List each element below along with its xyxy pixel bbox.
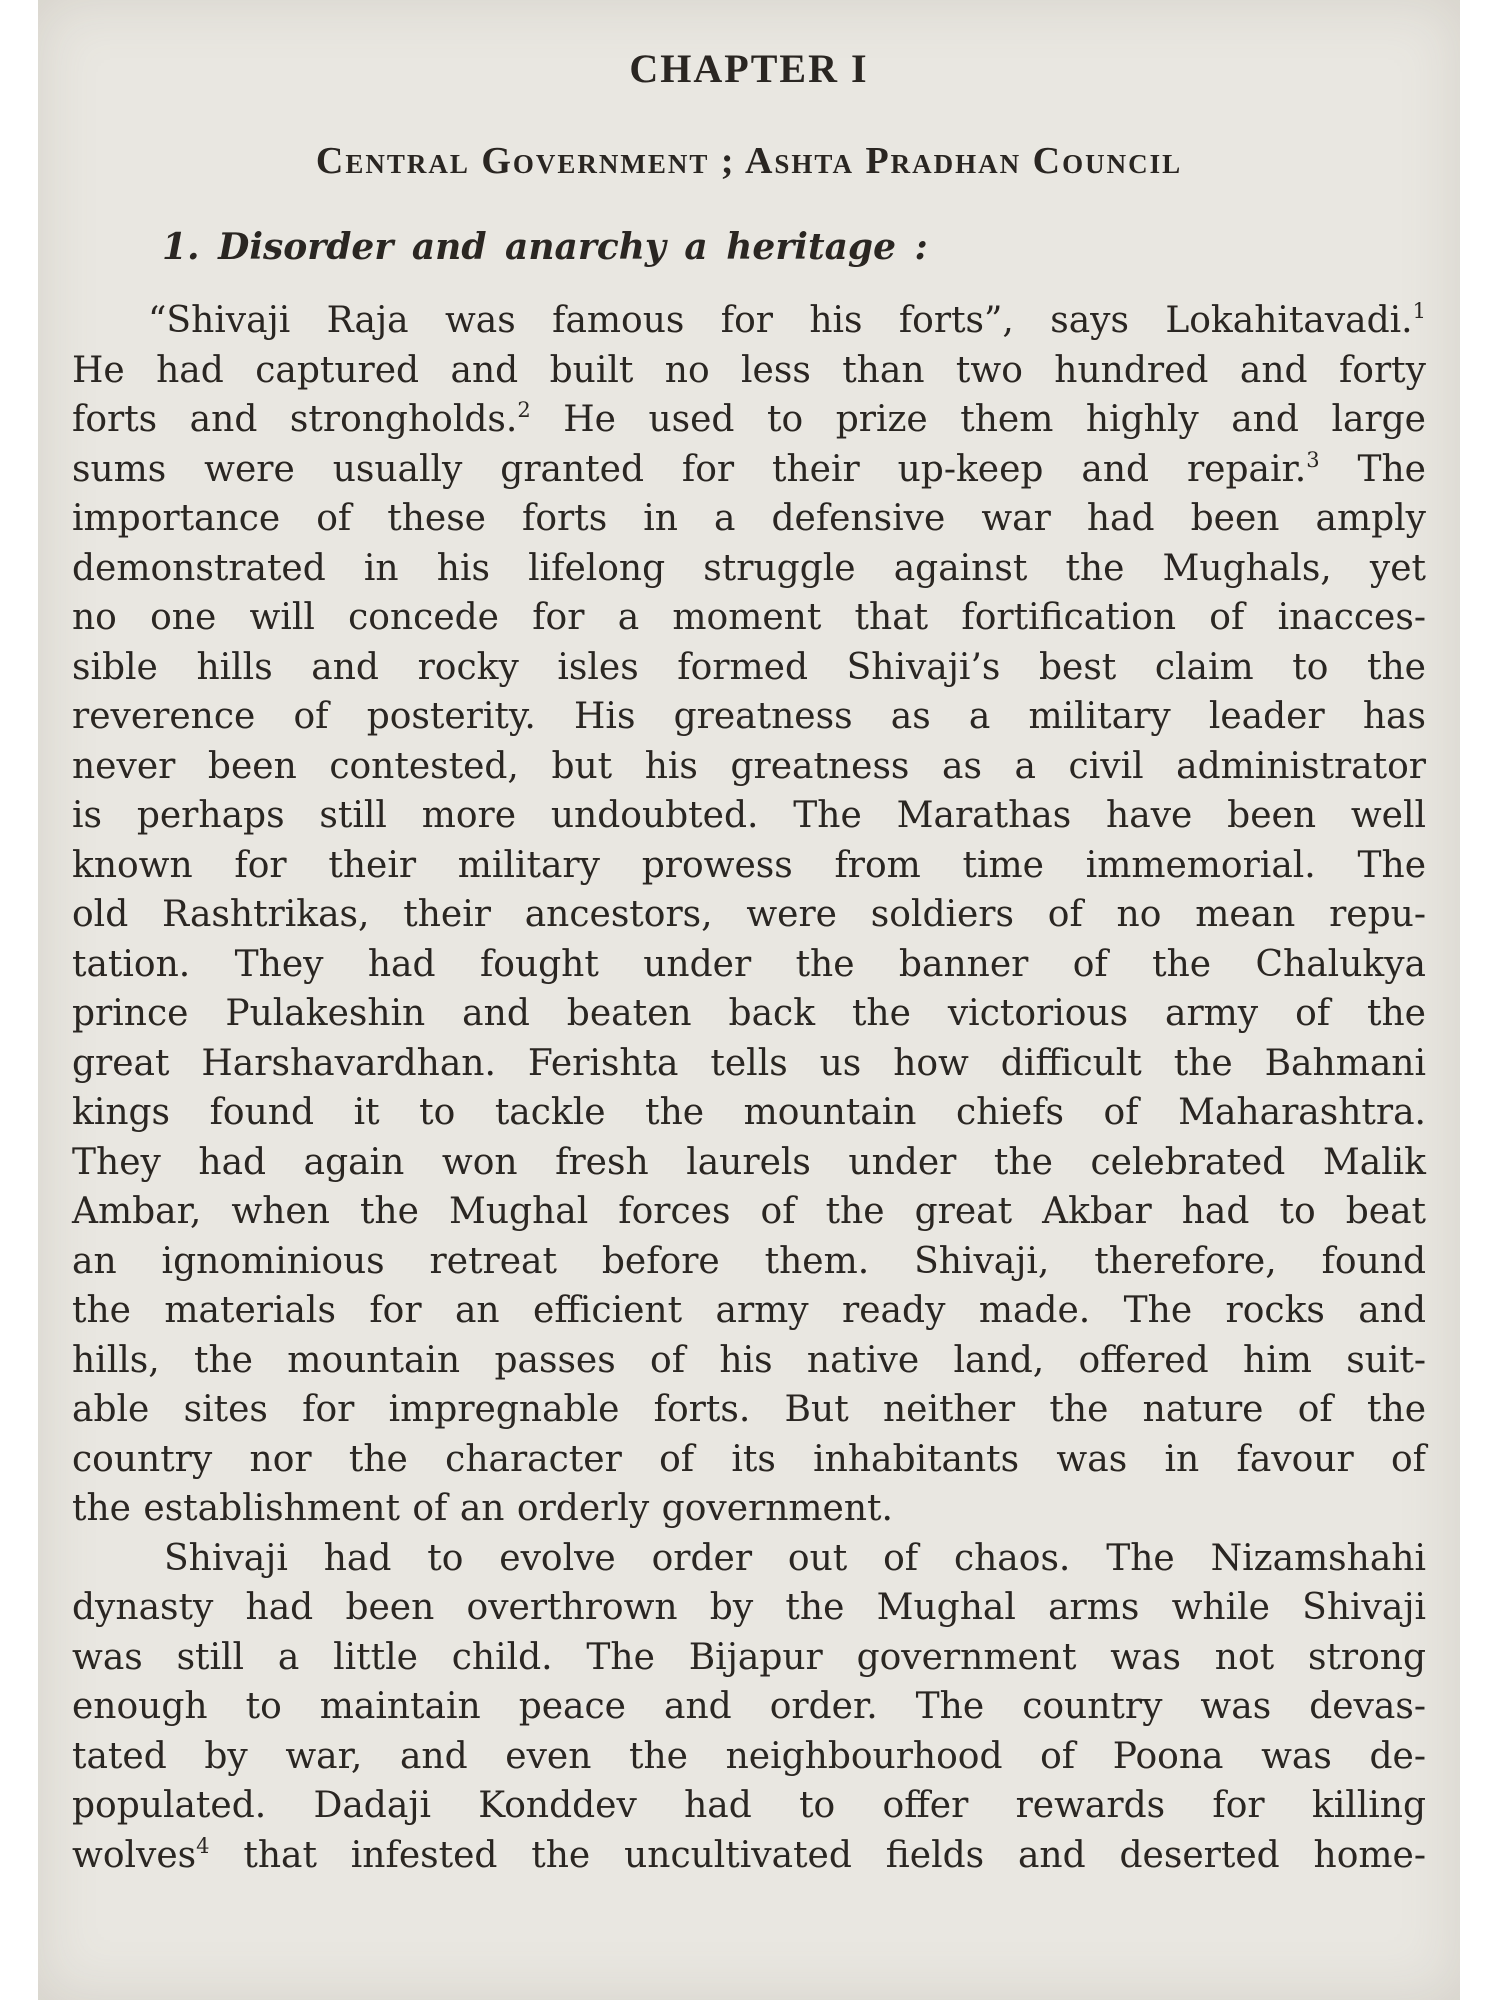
- text-line: kings found it to tackle the mountain chiefs of Maharashtra.: [72, 1092, 1426, 1133]
- text-line: no one will concede for a moment that fortification of inacces-: [72, 597, 1426, 638]
- text-line: prince Pulakeshin and beaten back the victorious army of the: [72, 993, 1426, 1034]
- page-text: [72, 40, 1426, 1880]
- text-line: the materials for an efficient army ready made. The rocks and: [72, 1290, 1426, 1331]
- footnote-mark: 2: [517, 398, 531, 422]
- text-line: wolves$^4$ that infested the uncultivated fields and deserted home-: [72, 1833, 1426, 1876]
- text-line: tated by war, and even the neighbourhood of Poona was de-: [72, 1735, 1426, 1777]
- paragraph-2: [72, 1534, 1426, 1881]
- text-line: hills, the mountain passes of his native land, offered him suit-: [72, 1339, 1426, 1381]
- text-line: never been contested, but his greatness as a civil administrator: [72, 745, 1426, 787]
- text-line: country nor the character of its inhabitants was in favour of: [72, 1438, 1426, 1480]
- text-line: an ignominious retreat before them. Shivaji, therefore, found: [72, 1240, 1426, 1282]
- book-page: [38, 0, 1460, 2000]
- text-line: forts and strongholds.$^2$ He used to prize them highly and large: [72, 398, 1426, 440]
- text-line: populated. Dadaji Konddev had to offer rewards for killing: [72, 1785, 1426, 1826]
- text-line: great Harshavardhan. Ferishta tells us how difficult the Bahmani: [72, 1042, 1426, 1084]
- text-line: They had again won fresh laurels under the celebrated Malik: [72, 1141, 1426, 1183]
- text-line: tation. They had fought under the banner of the Chalukya: [72, 943, 1426, 985]
- text-line: sums were usually granted for their up-keep and repair.$^3$ The: [72, 447, 1426, 490]
- text-line: old Rashtrikas, their ancestors, were soldiers of no mean repu-: [72, 894, 1426, 935]
- footnote-mark: 3: [1306, 447, 1320, 472]
- text-line: sible hills and rocky isles formed Shivaji’s best claim to the: [72, 646, 1426, 688]
- text-line: able sites for impregnable forts. But neither the nature of the: [72, 1389, 1426, 1430]
- section-subheading: 1. Disorder and anarchy a heritage :: [162, 226, 928, 268]
- paragraph-1: [72, 296, 1426, 1534]
- text-line: reverence of posterity. His greatness as a military leader has: [72, 696, 1426, 737]
- text-line: was still a little child. The Bijapur government was not strong: [72, 1636, 1426, 1678]
- text-line: importance of these forts in a defensive war had been amply: [72, 498, 1426, 539]
- text-line: He had captured and built no less than two hundred and forty: [72, 349, 1426, 391]
- footnote-mark: 4: [196, 1833, 210, 1858]
- text-line: the establishment of an orderly government.: [72, 1488, 893, 1529]
- text-line: Shivaji had to evolve order out of chaos. The Nizamshahi: [164, 1537, 1426, 1579]
- text-line: dynasty had been overthrown by the Mughal arms while Shivaji: [72, 1587, 1426, 1628]
- section-heading: Central Government ; Ashta Pradhan Council: [315, 140, 1183, 182]
- footnote-mark: 1: [1412, 299, 1426, 323]
- text-line: enough to maintain peace and order. The country was devas-: [72, 1686, 1426, 1727]
- text-line: known for their military prowess from time immemorial. The: [72, 844, 1426, 886]
- text-line: “Shivaji Raja was famous for his forts”, says Lokahitavadi.$^1$: [148, 299, 1426, 341]
- text-line: Ambar, when the Mughal forces of the great Akbar had to beat: [72, 1191, 1426, 1232]
- text-line: demonstrated in his lifelong struggle against the Mughals, yet: [72, 547, 1426, 589]
- text-line: is perhaps still more undoubted. The Marathas have been well: [72, 795, 1426, 836]
- chapter-heading: CHAPTER I: [629, 46, 869, 91]
